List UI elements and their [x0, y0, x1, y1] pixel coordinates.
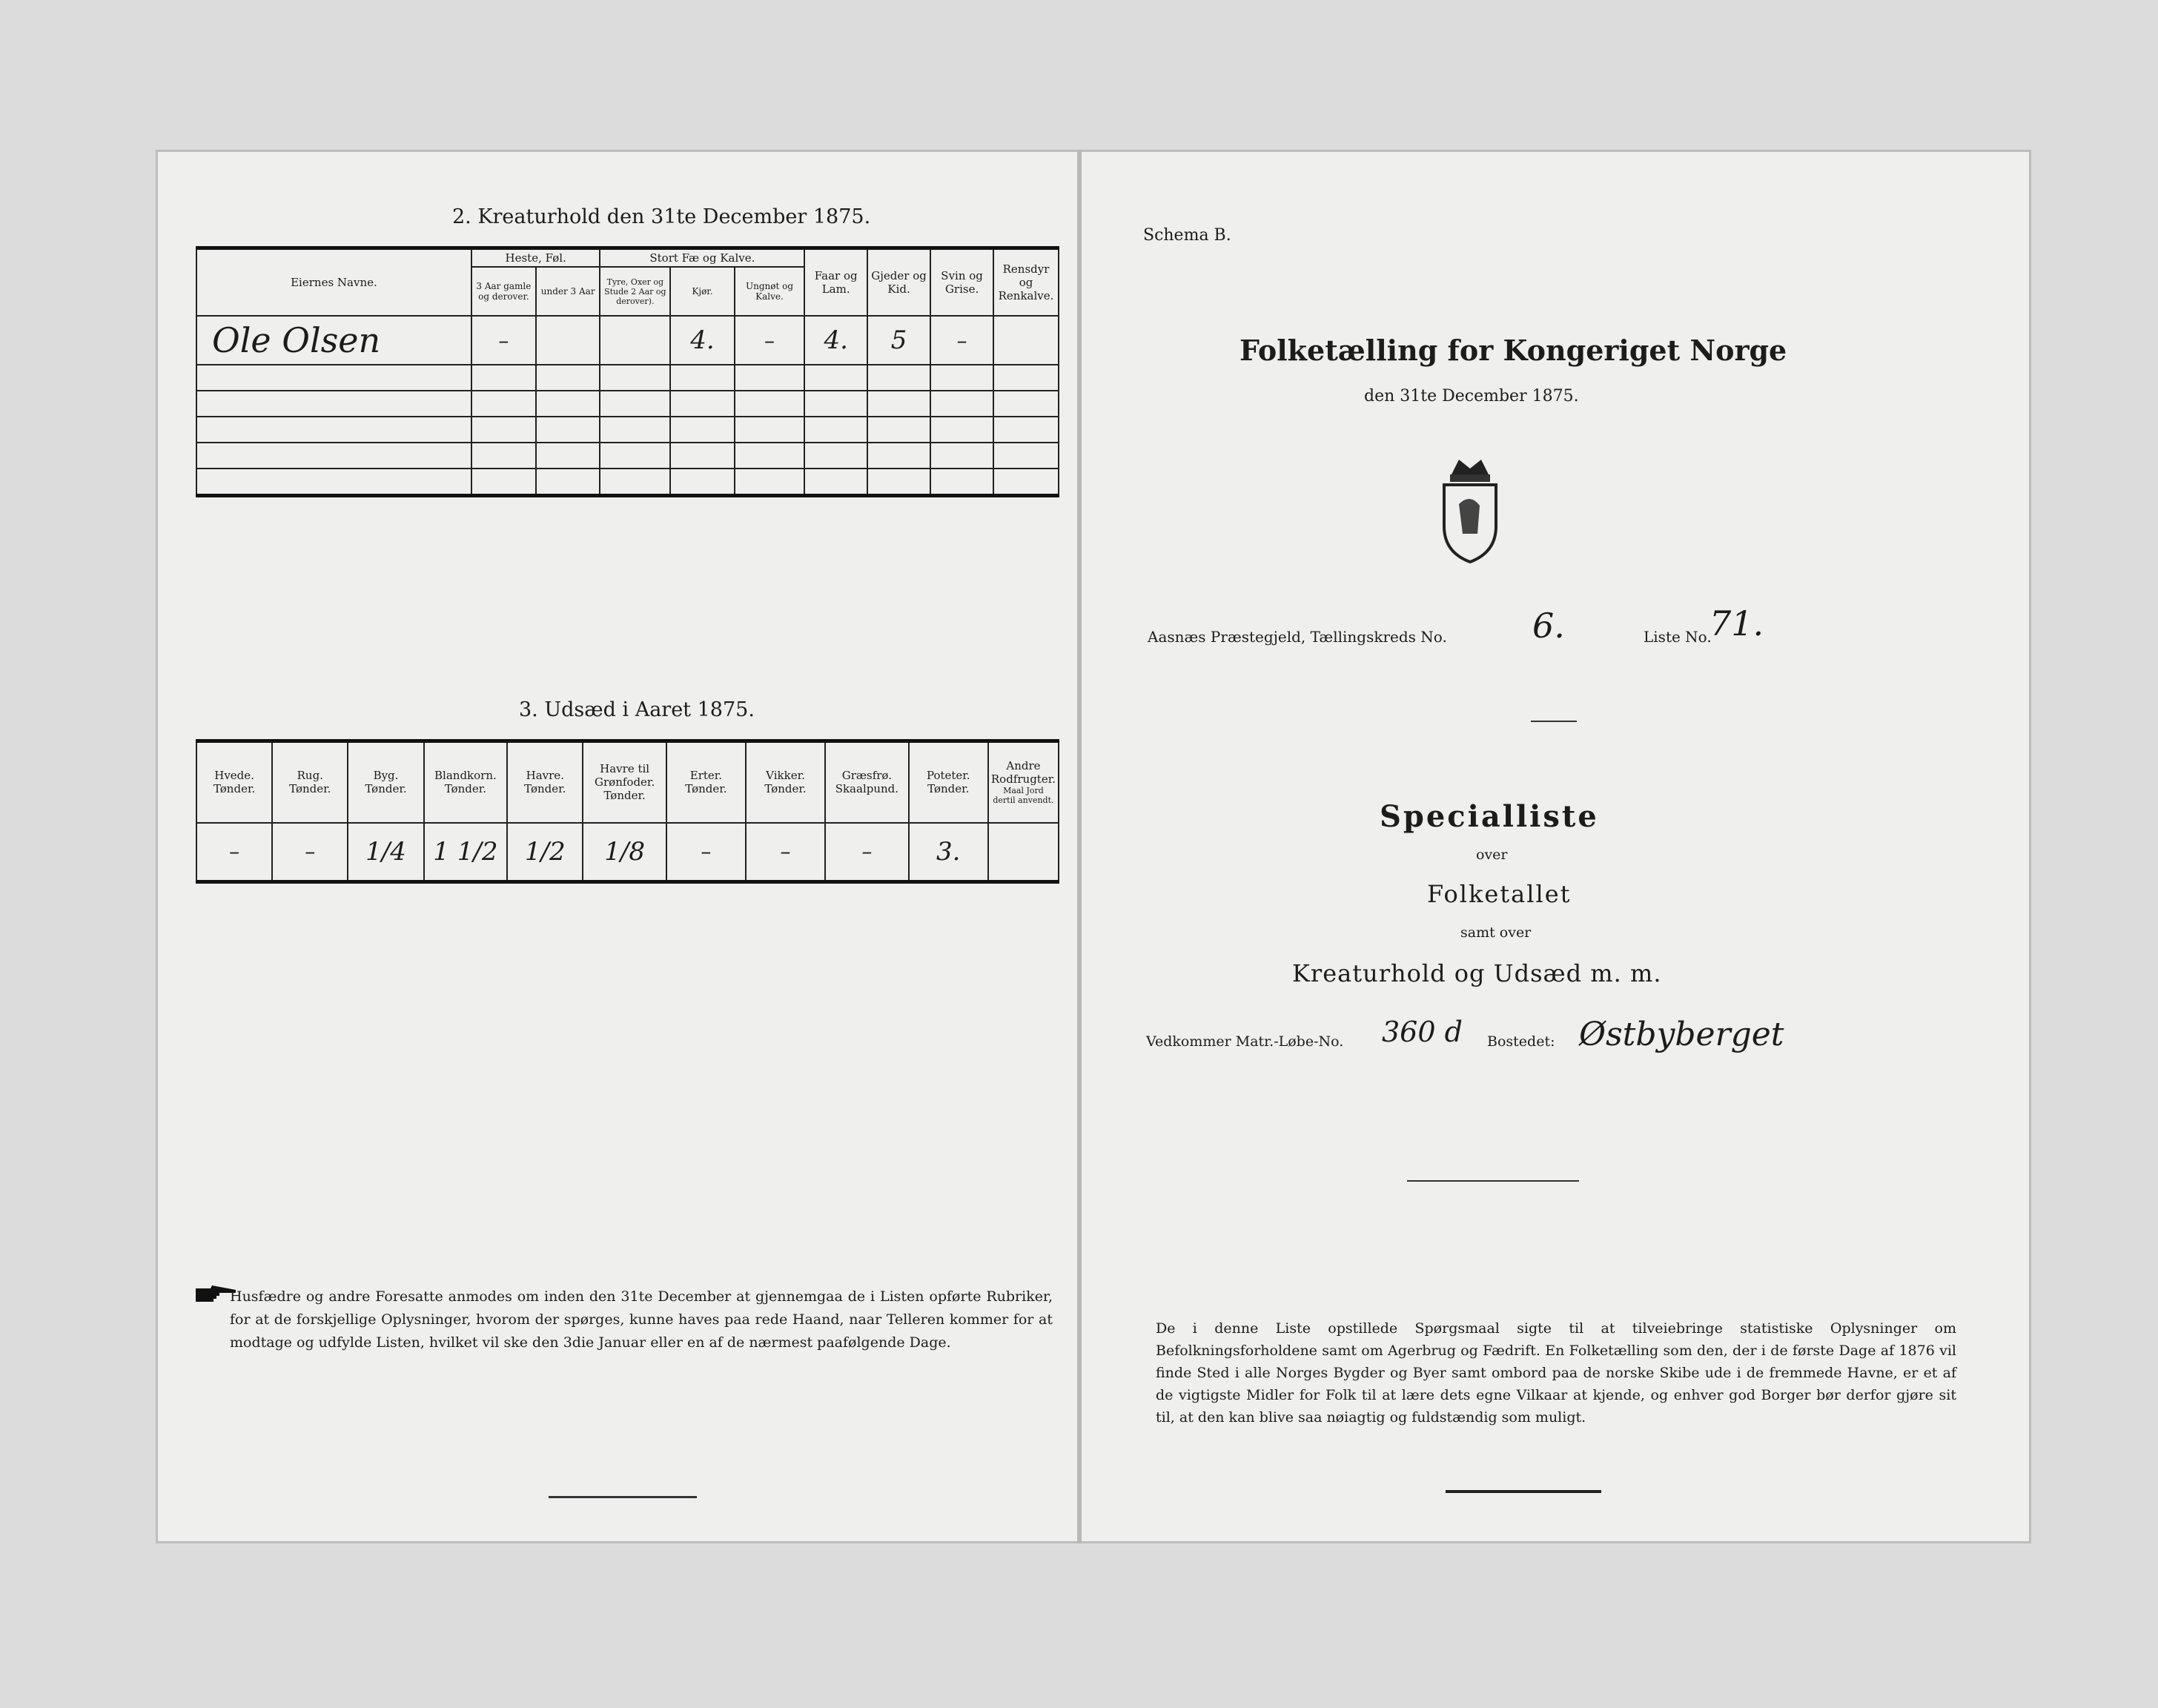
schema-label: Schema B.: [1143, 226, 1231, 245]
table-row: [196, 365, 1059, 391]
page-title: Folketælling for Kongeriget Norge: [1239, 334, 1787, 367]
header-erter: Erter. Tønder.: [666, 741, 746, 823]
header-havre: Havre. Tønder.: [507, 741, 583, 823]
notice-paragraph: Husfædre og andre Foresatte anmodes om inden den 31te December at gjennemgaa de i Listen opførte Rubriker, for at de forskjellige Oplysninger, hvorom der spørges, kunne haves paa rede Haand, naar Telleren kommer for at modtage og udfylde Listen, hvilket vil ske den 3die Januar eller en af de nærmest paafølgende Dage.: [230, 1288, 1053, 1351]
table-row: [196, 823, 1059, 882]
specialliste-heading: Specialliste: [1380, 799, 1599, 834]
cell-heste2: [536, 316, 600, 365]
parish-label: Aasnæs Præstegjeld, Tællingskreds No.: [1148, 628, 1447, 646]
cell-rensdyr: [993, 316, 1059, 365]
owner-name: Ole Olsen: [212, 320, 381, 360]
cell-havre: 1/2: [507, 823, 583, 882]
separator-line: [549, 1496, 697, 1498]
page-fold: [1077, 150, 1082, 1543]
header-rug: Rug. Tønder.: [272, 741, 348, 823]
table-row: [196, 469, 1059, 496]
cell-andre-rod: [988, 823, 1059, 882]
cell-blandkorn: 1 1/2: [424, 823, 508, 882]
bosted-label: Bostedet:: [1487, 1033, 1555, 1050]
separator-line: [1531, 721, 1577, 722]
info-paragraph: De i denne Liste opstillede Spørgsmaal sigte til at tilveiebringe statistiske Oplysninger om Befolkningsforholdene samt om Agerbrug og Fædrift. En Folketælling som den, der i de første Dage af 1876 vil finde Sted i alle Norges Bygder og Byer samt ombord paa de norske Skibe ude i de fremmede Havne, er et af de vigtigste Midler for Folk til at lære dets egne Vilkaar at kjende, og enhver god Borger bør derfor gjøre sit til, at den kan blive saa nøiagtig og fuldstændig som muligt.: [1156, 1320, 1956, 1426]
cell-hvede: –: [196, 823, 272, 882]
cell-byg: 1/4: [348, 823, 423, 882]
livestock-table: [196, 246, 1059, 497]
cell-vikker: –: [746, 823, 825, 882]
cell-erter: –: [666, 823, 746, 882]
header-blandkorn: Blandkorn. Tønder.: [424, 741, 508, 823]
header-rensdyr: Rensdyr og Renkalve.: [993, 248, 1059, 317]
header-owner: Eiernes Navne.: [196, 248, 471, 317]
andre-rod-label: Andre Rodfrugter.: [990, 759, 1056, 787]
cell-gjeder: 5: [867, 316, 930, 365]
header-faar: Faar og Lam.: [804, 248, 867, 317]
cell-tyre: [600, 316, 670, 365]
header-byg: Byg. Tønder.: [348, 741, 423, 823]
kreaturhold-heading: Kreaturhold og Udsæd m. m.: [1292, 959, 1662, 987]
matr-number: 360 d: [1382, 1016, 1463, 1048]
sowing-table: [196, 739, 1059, 884]
owner-cell: [196, 316, 471, 365]
liste-number: 71.: [1709, 603, 1764, 643]
header-heste-sub1: 3 Aar gamle og derover.: [471, 267, 536, 316]
census-sheet: [156, 150, 2031, 1543]
header-heste-sub2: under 3 Aar: [536, 267, 600, 316]
separator-line: [1407, 1180, 1579, 1182]
coat-of-arms-icon: [1437, 452, 1503, 563]
liste-label: Liste No.: [1644, 628, 1712, 646]
cell-svin: –: [930, 316, 993, 365]
cell-rug: –: [272, 823, 348, 882]
header-kjor: Kjør.: [670, 267, 734, 316]
folketallet-heading: Folketallet: [1427, 880, 1572, 908]
cell-poteter: 3.: [909, 823, 988, 882]
cell-heste1: –: [471, 316, 536, 365]
andre-rod-sub: Maal Jord dertil anvendt.: [993, 786, 1054, 806]
header-graesfro: Græsfrø. Skaalpund.: [825, 741, 909, 823]
header-heste: Heste, Føl.: [471, 248, 600, 268]
cell-graesfro: –: [825, 823, 909, 882]
table-row: [196, 417, 1059, 443]
header-svin: Svin og Grise.: [930, 248, 993, 317]
section3-title: 3. Udsæd i Aaret 1875.: [519, 698, 755, 721]
header-vikker: Vikker. Tønder.: [746, 741, 825, 823]
over-label: over: [1476, 847, 1508, 863]
header-tyre: Tyre, Oxer og Stude 2 Aar og derover).: [600, 267, 670, 316]
cell-kjor: 4.: [670, 316, 734, 365]
header-gjeder: Gjeder og Kid.: [867, 248, 930, 317]
header-hvede: Hvede. Tønder.: [196, 741, 272, 823]
samt-over-label: samt over: [1460, 924, 1532, 941]
header-havre-gron: Havre til Grønfoder. Tønder.: [583, 741, 666, 823]
page-subtitle: den 31te December 1875.: [1364, 387, 1579, 406]
section2-title: 2. Kreaturhold den 31te December 1875.: [452, 205, 871, 228]
header-poteter: Poteter. Tønder.: [909, 741, 988, 823]
cell-havre-gron: 1/8: [583, 823, 666, 882]
header-storfe: Stort Fæ og Kalve.: [600, 248, 804, 268]
cell-faar: 4.: [804, 316, 867, 365]
separator-line: [1446, 1490, 1601, 1493]
bosted-value: Østbyberget: [1579, 1016, 1784, 1053]
header-andre-rod: [988, 741, 1059, 823]
table-row: [196, 391, 1059, 417]
kreds-number: 6.: [1532, 606, 1565, 646]
table-row: [196, 443, 1059, 469]
header-ungnot: Ungnøt og Kalve.: [735, 267, 805, 316]
table-row: [196, 316, 1059, 365]
matr-label: Vedkommer Matr.-Løbe-No.: [1146, 1033, 1344, 1050]
cell-ungnot: –: [735, 316, 805, 365]
